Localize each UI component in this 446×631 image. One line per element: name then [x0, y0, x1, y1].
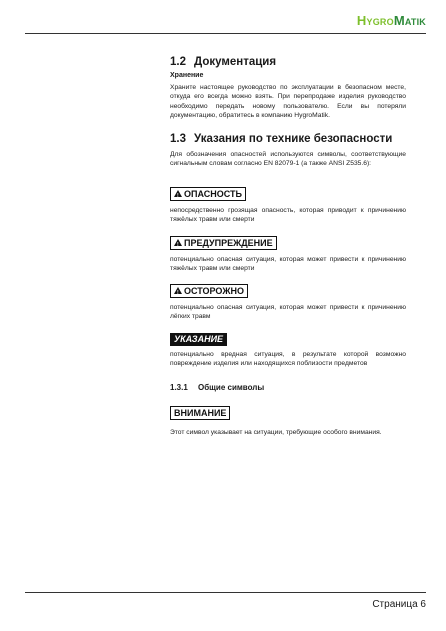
danger-badge: [170, 187, 246, 201]
header-rule: [25, 33, 426, 34]
attention-badge: ВНИМАНИЕ: [170, 406, 230, 420]
danger-label: ОПАСНОСТЬ: [184, 189, 242, 199]
notice-badge: УКАЗАНИЕ: [170, 333, 227, 346]
warning-text: потенциально опасная ситуация, которая может привести к причинению тяжёлых травм или смерти: [170, 256, 406, 273]
section-title: Указания по технике безопасности: [194, 133, 393, 145]
danger-text: непосредственно грозящая опасность, которая приводит к причинению тяжёлых травм или смерти: [170, 207, 406, 224]
footer-rule: [25, 592, 426, 593]
attention-text: Этот символ указывает на ситуации, требующие особого внимания.: [170, 429, 382, 436]
notice-text: потенциально вредная ситуация, в результате которой возможно повреждение изделия или находящихся поблизости предметов: [170, 351, 406, 368]
storage-paragraph: Храните настоящее руководство по эксплуатации в безопасном месте, откуда его всегда можно взять. При перепродаже изделия руководство необходимо передать новому пользователю. Если вы потеряли документацию, обратитесь в компанию HygroMatik.: [170, 84, 406, 119]
caution-text: потенциально опасная ситуация, которая может привести к причинению лёгких травм: [170, 304, 406, 321]
logo-text-1: H: [356, 13, 367, 28]
warning-triangle-icon: [174, 239, 182, 246]
section-title: Документация: [194, 56, 277, 68]
logo-text-4: ATIK: [404, 17, 426, 27]
safety-intro-paragraph: Для обозначения опасностей используются символы, соответствующие сигнальным словам согласно EN 82079-1 (а также ANSI Z535.6):: [170, 151, 406, 168]
section-number: 1.3.1: [170, 383, 188, 392]
caution-badge: [170, 284, 248, 298]
warning-badge: [170, 236, 277, 250]
subheading-storage: Хранение: [170, 72, 204, 79]
warning-triangle-icon: [174, 287, 182, 294]
logo-text-2: YGRO: [366, 17, 394, 27]
logo-text-3: M: [393, 13, 405, 28]
warning-label: ПРЕДУПРЕЖДЕНИЕ: [184, 238, 273, 248]
section-number: 1.2: [170, 56, 186, 68]
page-number: Страница 6: [372, 599, 426, 610]
section-number: 1.3: [170, 133, 186, 145]
hygromatik-logo: [357, 13, 426, 28]
section-heading-1-3: [170, 133, 420, 145]
section-title: Общие символы: [198, 383, 265, 392]
section-heading-1-2: [170, 56, 420, 68]
warning-triangle-icon: [174, 190, 182, 197]
section-heading-1-3-1: [170, 383, 264, 392]
caution-label: ОСТОРОЖНО: [184, 286, 244, 296]
